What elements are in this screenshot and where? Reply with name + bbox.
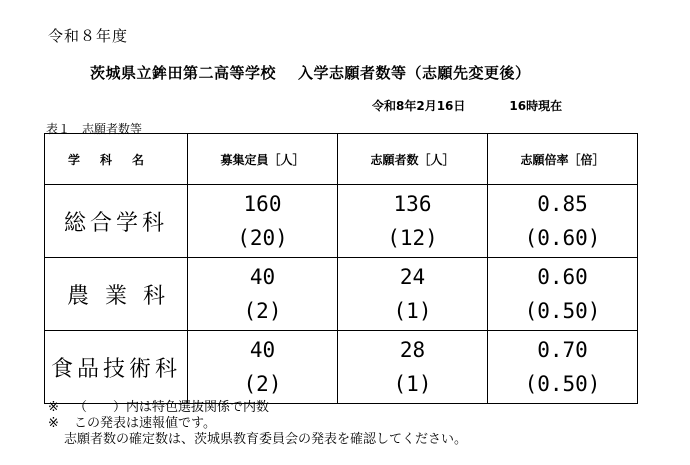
header-ratio: 志願倍率［倍］ [488, 134, 638, 185]
header-applicants: 志願者数［人］ [338, 134, 488, 185]
school-name: 茨城県立鉾田第二高等学校 [90, 64, 277, 82]
applicants-value: 136 [393, 192, 432, 216]
dept-cell: 食品技術科 [45, 331, 188, 404]
applicants-special-value: (12) [387, 226, 438, 250]
applicants-cell [338, 185, 488, 258]
header-capacity: 募集定員［人］ [188, 134, 338, 185]
footnotes [48, 400, 467, 448]
table-row [45, 258, 638, 331]
table-header-row [45, 134, 638, 185]
applicants-value: 28 [399, 338, 426, 362]
table-row [45, 185, 638, 258]
table-row [45, 331, 638, 404]
ratio-special-value: (0.60) [524, 226, 601, 250]
ratio-special-value: (0.50) [524, 299, 601, 323]
ratio-value: 0.85 [537, 192, 588, 216]
report-time: 16時現在 [509, 99, 563, 113]
capacity-value: 40 [249, 265, 276, 289]
dept-cell: 農業科 [45, 258, 188, 331]
applicants-table [44, 133, 638, 404]
ratio-cell [488, 331, 638, 404]
footnote-special-selection [48, 400, 467, 416]
as-of-timestamp [372, 97, 562, 114]
ratio-cell [488, 185, 638, 258]
capacity-cell [188, 331, 338, 404]
capacity-special-value: (2) [243, 299, 282, 323]
footnote-confirmation: 志願者数の確定数は、茨城県教育委員会の発表を確認してください。 [64, 432, 468, 447]
document-title [90, 62, 531, 83]
capacity-cell [188, 185, 338, 258]
ratio-value: 0.70 [537, 338, 588, 362]
dept-cell: 総合学科 [45, 185, 188, 258]
applicants-cell [338, 258, 488, 331]
applicants-special-value: (1) [393, 372, 432, 396]
note-text: （ ）内は特色選抜関係で内数 [74, 400, 270, 415]
capacity-cell [188, 258, 338, 331]
footnote-preliminary [48, 416, 467, 432]
capacity-value: 160 [243, 192, 282, 216]
capacity-special-value: (2) [243, 372, 282, 396]
fiscal-year: 令和８年度 [48, 27, 129, 45]
applicants-special-value: (1) [393, 299, 432, 323]
ratio-special-value: (0.50) [524, 372, 601, 396]
note-mark: ※ [48, 400, 59, 415]
applicants-value: 24 [399, 265, 426, 289]
ratio-value: 0.60 [537, 265, 588, 289]
report-date: 令和8年2月16日 [372, 99, 466, 113]
table-caption: 表１ 志願者数等 [46, 122, 143, 136]
ratio-cell [488, 258, 638, 331]
capacity-special-value: (20) [237, 226, 288, 250]
note-text: この発表は速報値です。 [74, 416, 216, 431]
capacity-value: 40 [249, 338, 276, 362]
header-dept: 学科名 [45, 134, 188, 185]
applicants-cell [338, 331, 488, 404]
report-subject: 入学志願者数等（志願先変更後） [298, 64, 531, 82]
note-mark: ※ [48, 416, 59, 431]
